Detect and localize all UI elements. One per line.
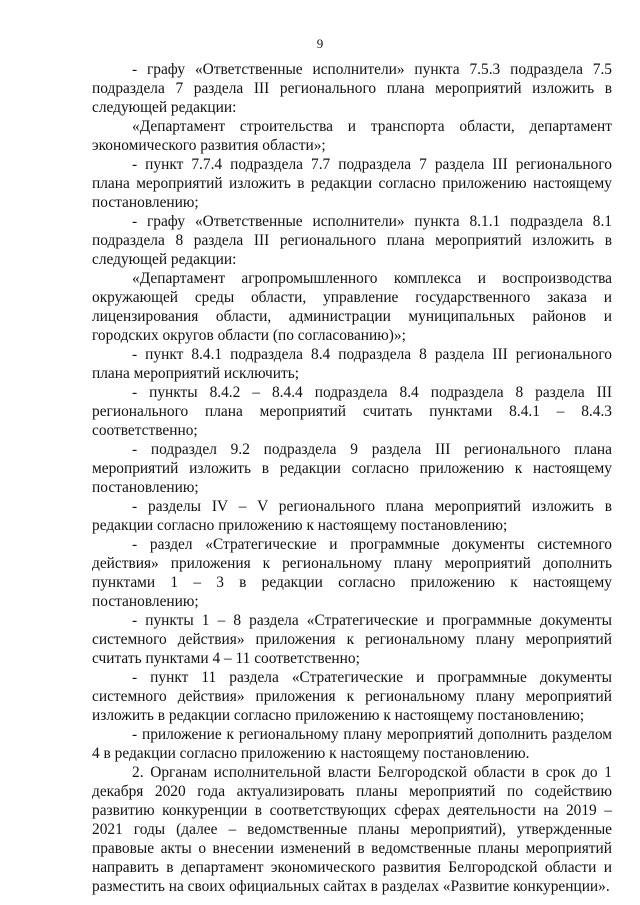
paragraph-7: - пункты 8.4.2 – 8.4.4 подраздела 8.4 подраздела 8 раздела III регионального плана мероприятий считать пунктами 8.4.1 – 8.4.3 соответственно;: [92, 384, 612, 439]
paragraph-14: 2. Органам исполнительной власти Белгородской области в срок до 1 декабря 2020 года актуализировать планы мероприятий по содействию развитию конкуренции в соответствующих сферах деятельности на 2019 – 2021 годы (далее – ведомственные планы мероприятий), утвержденные правовые акты о внесении изменений в ведомственные планы мероприятий направить в департамент экономического развития Белгородской области и разместить на своих официальных сайтах в разделах «Развитие конкуренции».: [92, 764, 612, 895]
paragraph-4: - графу «Ответственные исполнители» пункта 8.1.1 подраздела 8.1 подраздела 8 раздела III регионального плана мероприятий изложить в следующей редакции:: [92, 213, 612, 268]
paragraph-13: - приложение к региональному плану мероприятий дополнить разделом 4 в редакции согласно приложению к настоящему постановлению.: [92, 726, 612, 762]
page-number: 9: [316, 36, 324, 51]
paragraph-12: - пункт 11 раздела «Стратегические и программные документы системного действия» приложения к региональному плану мероприятий изложить в редакции согласно приложению к настоящему постановлению;: [92, 669, 612, 724]
paragraph-9: - разделы IV – V регионального плана мероприятий изложить в редакции согласно приложению к настоящему постановлению;: [92, 498, 612, 534]
paragraph-8: - подраздел 9.2 подраздела 9 раздела III регионального плана мероприятий изложить в редакции согласно приложению к настоящему постановлению;: [92, 441, 612, 496]
paragraph-3: - пункт 7.7.4 подраздела 7.7 подраздела 7 раздела III регионального плана мероприятий изложить в редакции согласно приложению настоящему постановлению;: [92, 156, 612, 211]
document-body: [92, 60, 612, 896]
paragraph-5: «Департамент агропромышленного комплекса и воспроизводства окружающей среды области, управление государственного заказа и лицензирования области, администрации муниципальных районов и городских округов области (по согласованию)»;: [92, 270, 612, 344]
paragraph-6: - пункт 8.4.1 подраздела 8.4 подраздела 8 раздела III регионального плана мероприятий исключить;: [92, 346, 612, 382]
paragraph-11: - пункты 1 – 8 раздела «Стратегические и программные документы системного действия» приложения к региональному плану мероприятий считать пунктами 4 – 11 соответственно;: [92, 612, 612, 667]
paragraph-10: - раздел «Стратегические и программные документы системного действия» приложения к региональному плану мероприятий дополнить пунктами 1 – 3 в редакции согласно приложению к настоящему постановлению;: [92, 536, 612, 610]
paragraph-2: «Департамент строительства и транспорта области, департамент экономического развития области»;: [92, 118, 612, 154]
paragraph-1: - графу «Ответственные исполнители» пункта 7.5.3 подраздела 7.5 подраздела 7 раздела III регионального плана мероприятий изложить в следующей редакции:: [92, 61, 612, 116]
